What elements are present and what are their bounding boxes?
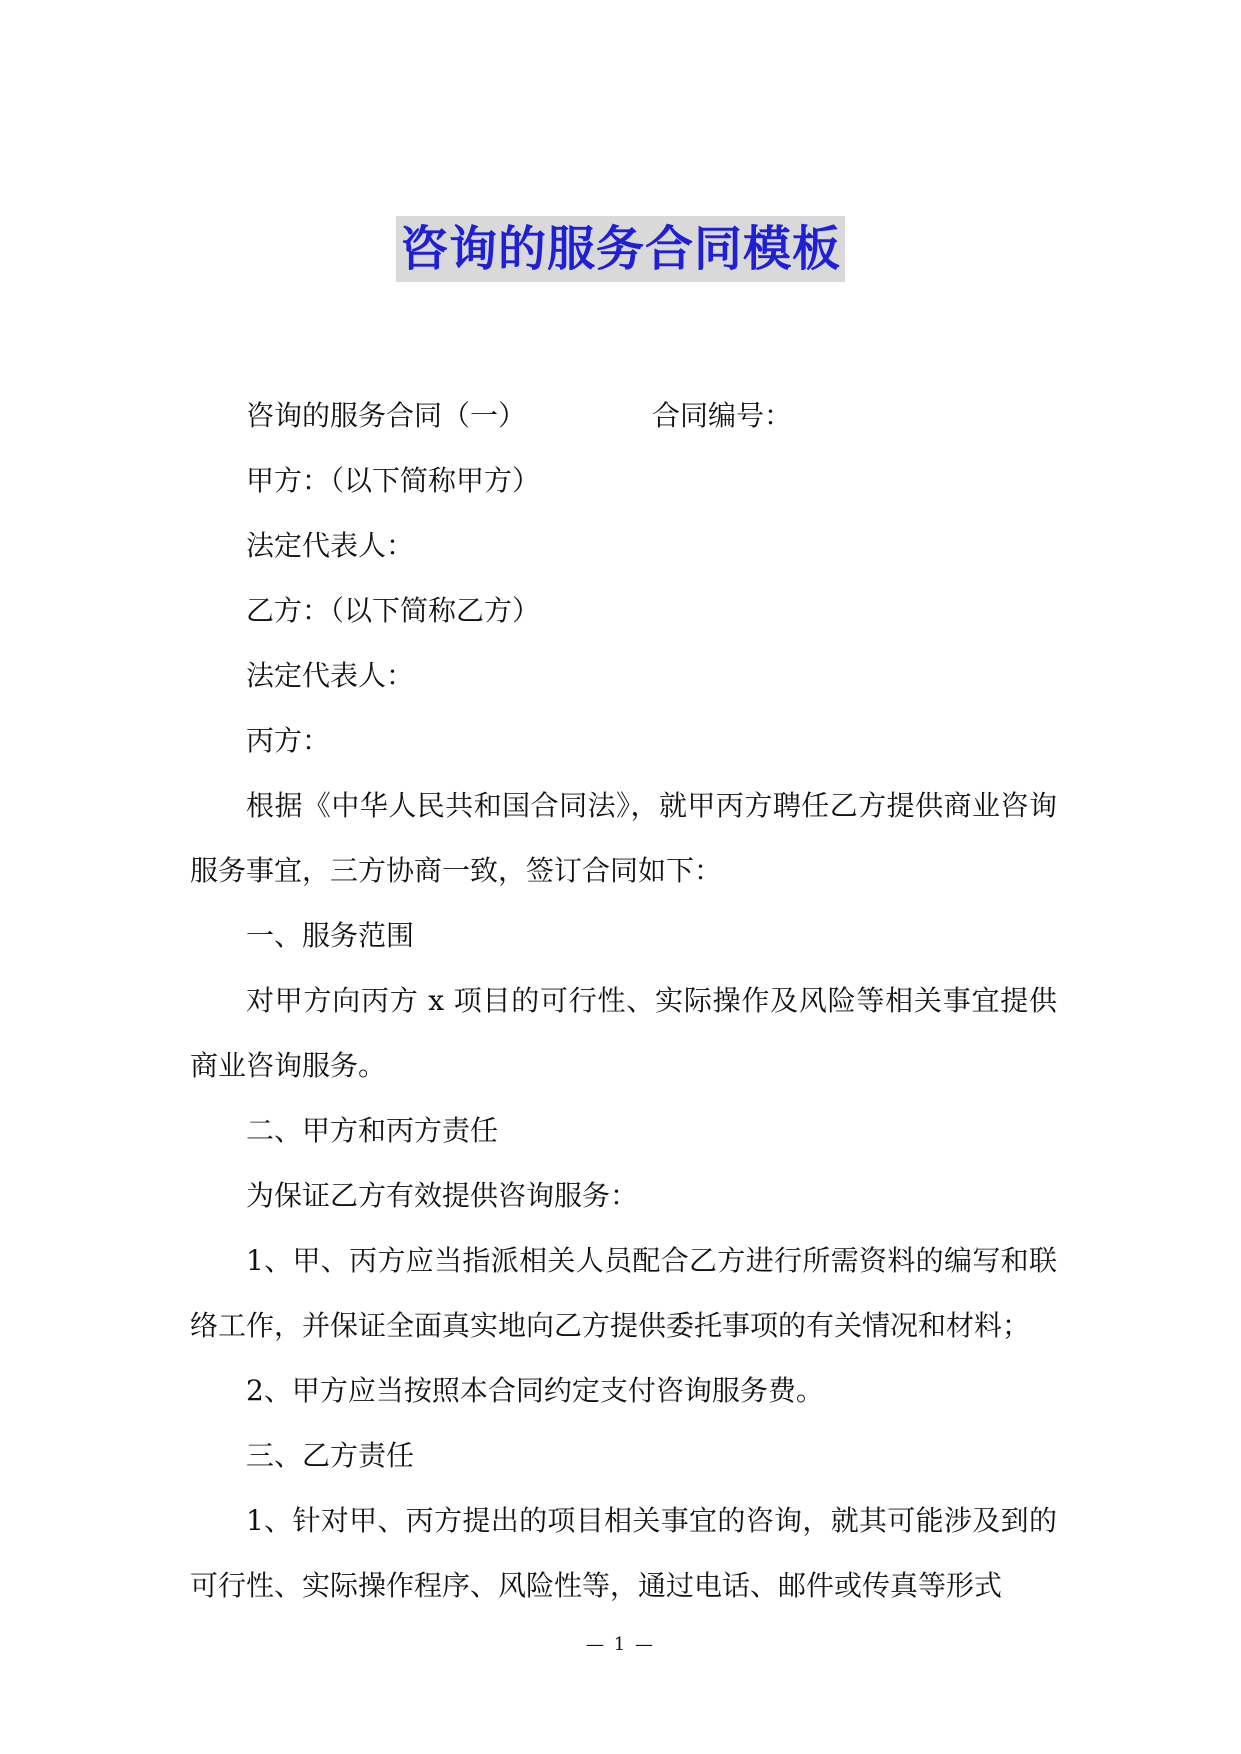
document-title: 咨询的服务合同模板 — [396, 216, 845, 282]
page-number: — 1 — — [586, 1634, 655, 1655]
duty-item-2: 2、甲方应当按照本合同约定支付咨询服务费。 — [246, 1374, 824, 1407]
party-c: 丙方： — [246, 724, 331, 757]
section-heading-party-a-c-duties: 二、甲方和丙方责任 — [246, 1114, 499, 1147]
service-scope-paragraph: 对甲方向丙方 x 项目的可行性、实际操作及风险等相关事宜提供商业咨询服务。 — [190, 984, 1057, 1082]
party-a: 甲方：（以下简称甲方） — [246, 464, 541, 497]
contract-name: 咨询的服务合同（一） — [246, 399, 527, 432]
section-heading-service-scope: 一、服务范围 — [246, 919, 415, 952]
section-heading-party-b-duties: 三、乙方责任 — [246, 1439, 415, 1472]
contract-number-label: 合同编号： — [652, 399, 793, 432]
party-a-representative: 法定代表人： — [246, 529, 415, 562]
duty-item-1: 1、甲、丙方应当指派相关人员配合乙方进行所需资料的编写和联络工作，并保证全面真实地向乙方提供委托事项的有关情况和材料； — [190, 1244, 1057, 1342]
contract-header-line — [190, 383, 1057, 448]
duties-intro-paragraph: 为保证乙方有效提供咨询服务： — [246, 1179, 639, 1212]
party-b-duty-item-1: 1、针对甲、丙方提出的项目相关事宜的咨询，就其可能涉及到的可行性、实际操作程序、风险性等，通过电话、邮件或传真等形式 — [190, 1504, 1057, 1602]
title-container — [0, 216, 1241, 282]
party-b-representative: 法定代表人： — [246, 659, 415, 692]
preamble-paragraph: 根据《中华人民共和国合同法》，就甲丙方聘任乙方提供商业咨询服务事宜，三方协商一致，签订合同如下： — [190, 789, 1057, 887]
party-b: 乙方：（以下简称乙方） — [246, 594, 541, 627]
document-body — [190, 383, 1057, 1618]
